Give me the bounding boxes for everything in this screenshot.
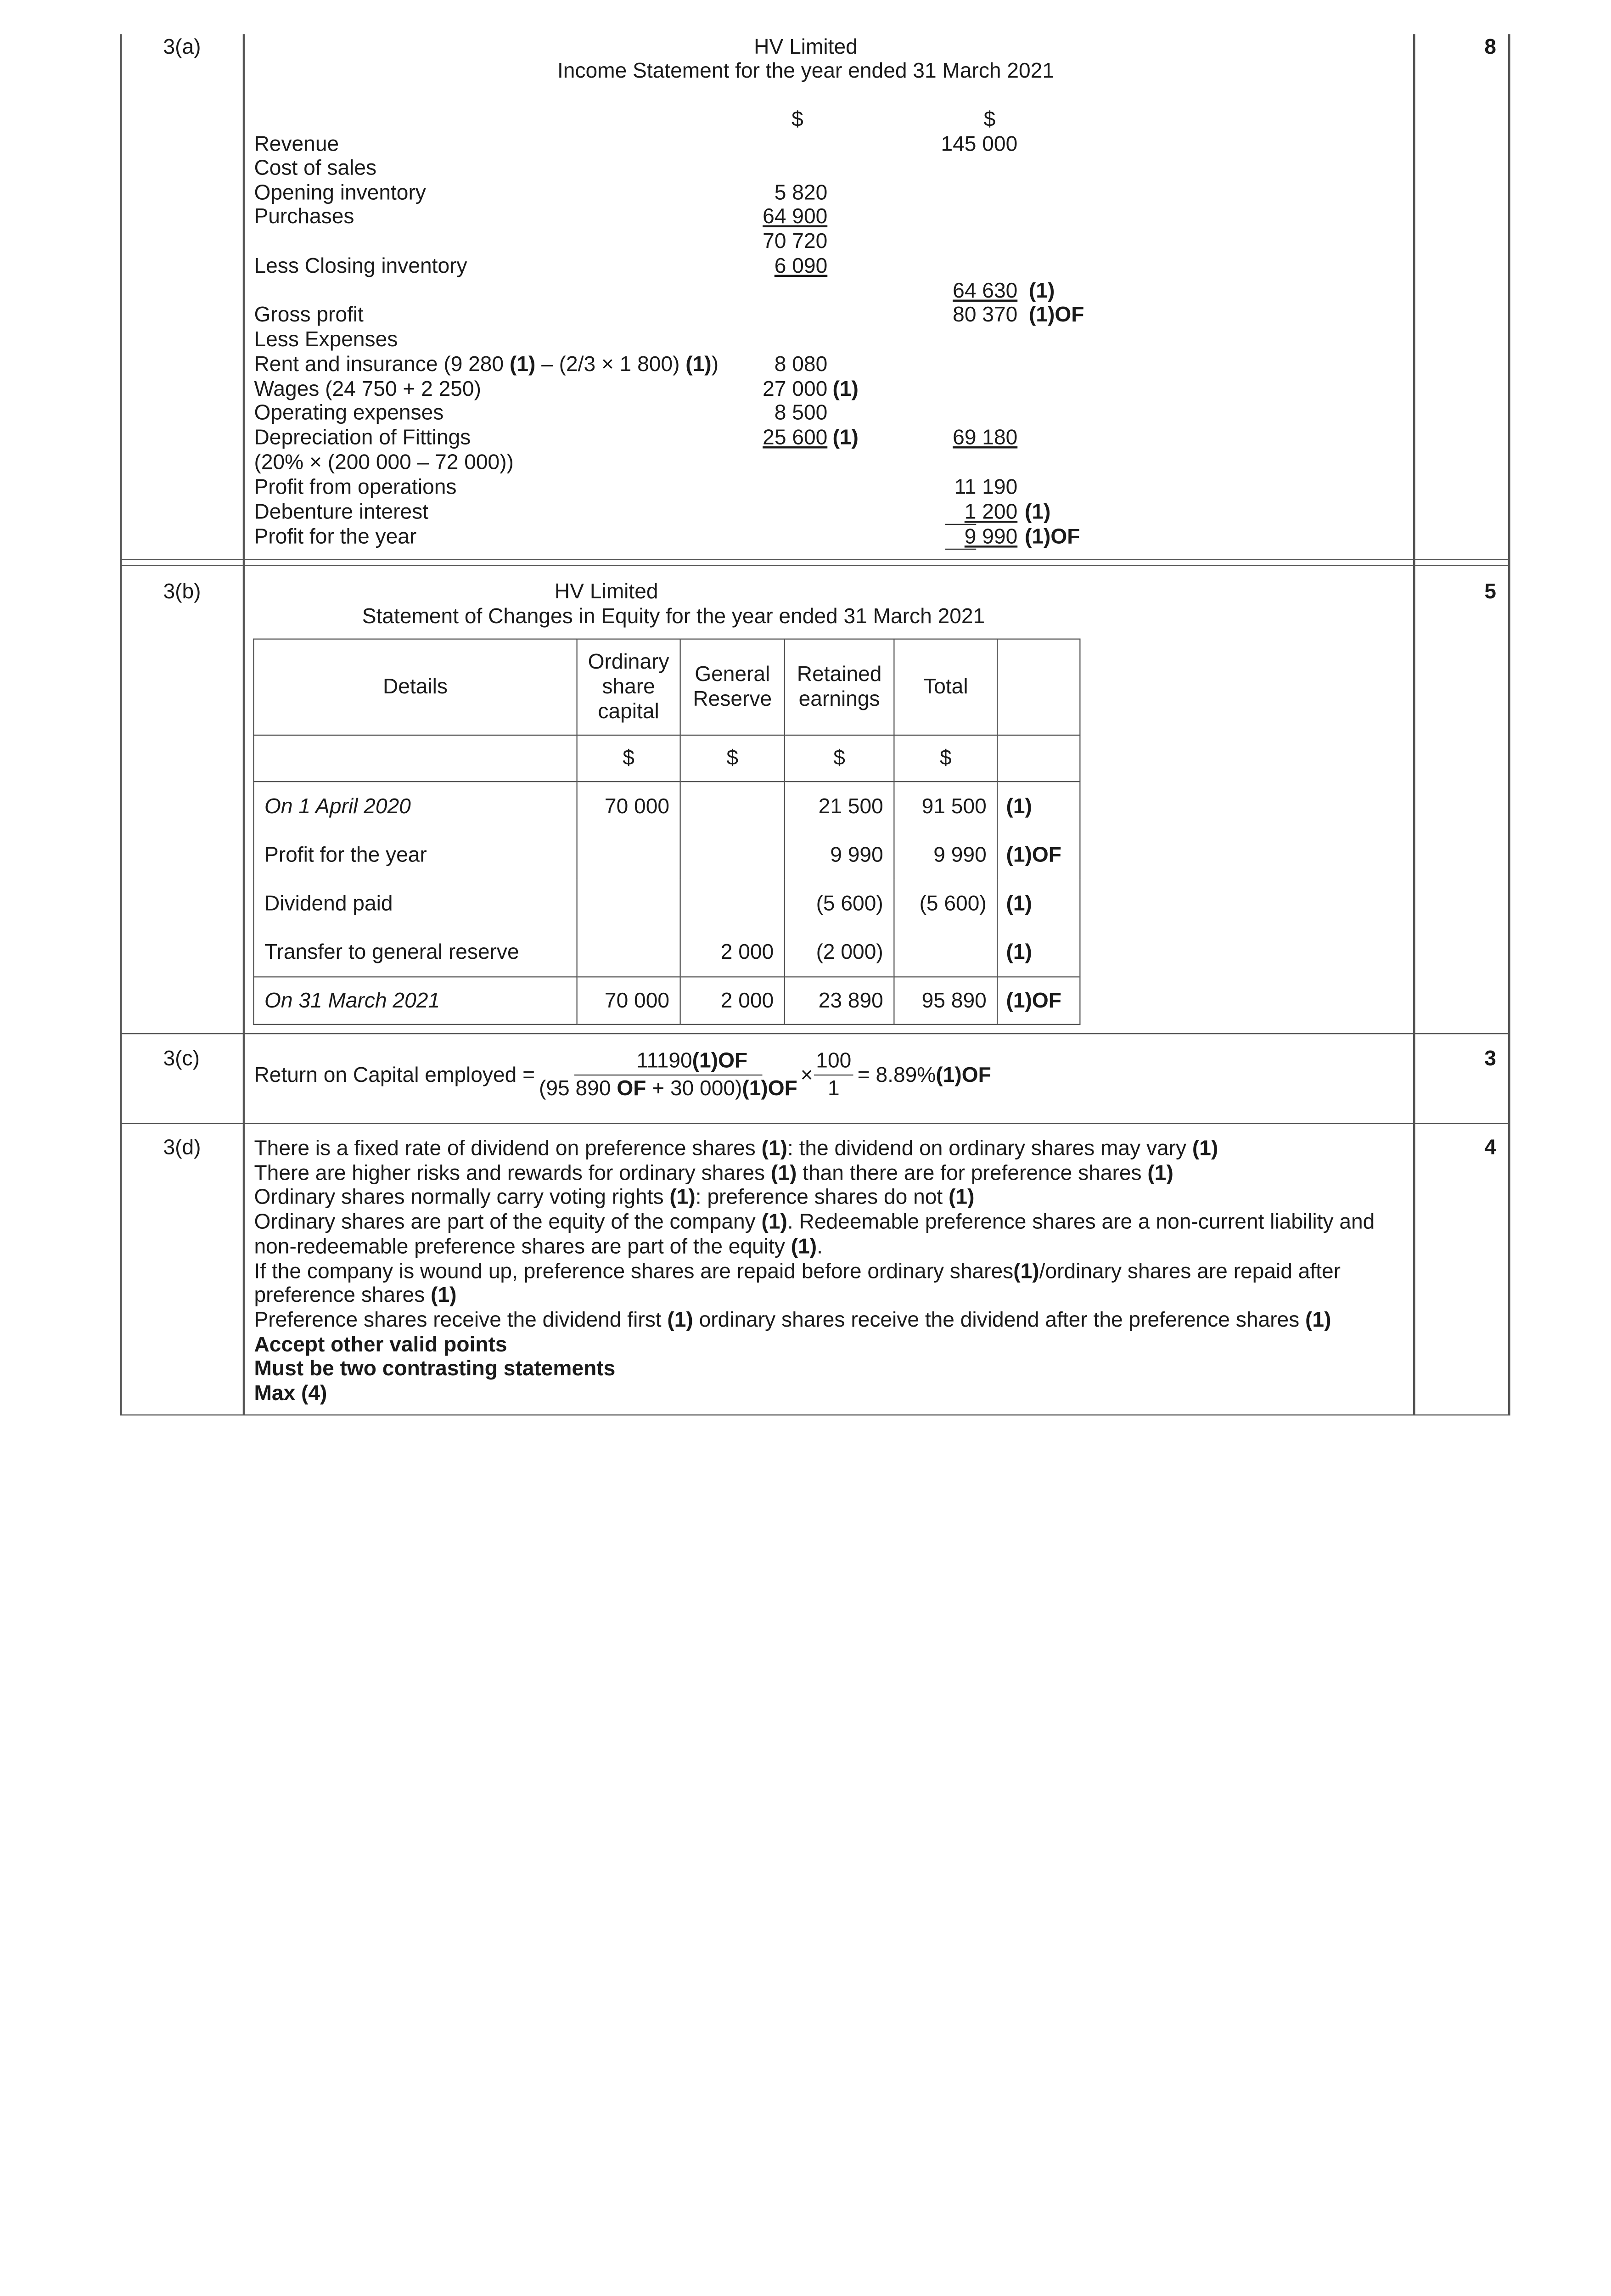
formula-fraction: [814, 1048, 853, 1103]
table-cell: 9 990: [785, 831, 894, 879]
answer-line: [254, 1137, 1401, 1161]
line-label: Debenture interest: [254, 500, 428, 524]
answer-line: [254, 1186, 1401, 1210]
table-cell: [680, 782, 785, 831]
bold-run: (1): [669, 1185, 696, 1210]
table-cell: 2 000: [680, 977, 785, 1024]
mark-awarded: (1): [685, 352, 712, 376]
answer-line: [254, 1381, 1401, 1406]
underline: [945, 549, 977, 550]
equity-table: [253, 639, 1079, 1023]
row-details: Dividend paid: [253, 879, 577, 928]
amount-value: 25 600: [763, 426, 828, 450]
table-cell: [680, 879, 785, 928]
table-cell: 70 000: [577, 977, 680, 1024]
mark-awarded: (1): [832, 377, 859, 401]
answer-line: [254, 1259, 1401, 1283]
answer-line: [254, 1210, 1401, 1234]
mark-awarded: (1)OF: [1025, 525, 1080, 549]
table-cell: [253, 735, 577, 782]
amount: 8 500: [774, 401, 828, 425]
grid-line: [1413, 34, 1415, 1415]
text-run: There is a fixed rate of dividend on preference shares: [254, 1137, 762, 1160]
header-row: [253, 639, 1080, 735]
column-header-marks: [997, 639, 1080, 735]
row-details: On 1 April 2020: [253, 782, 577, 831]
text-run: .: [817, 1234, 823, 1259]
mark-of: OF: [768, 1076, 797, 1101]
column-header-general: [680, 639, 785, 735]
header-line: Reserve: [693, 687, 772, 711]
column-header-ordinary: [577, 639, 680, 735]
header-line: earnings: [798, 687, 880, 711]
mark-awarded: (1): [997, 879, 1080, 928]
mark-awarded: (1)OF: [1029, 303, 1084, 326]
mark-awarded: (1): [997, 928, 1080, 977]
underline: [945, 524, 977, 525]
line-label: Gross profit: [254, 303, 364, 326]
row-details: Profit for the year: [253, 831, 577, 879]
result-value: = 8.89%: [857, 1063, 936, 1086]
row-details: Transfer to general reserve: [253, 928, 577, 977]
table-row: [253, 782, 1080, 831]
header-line: share: [602, 675, 655, 698]
line-label: Wages (24 750 + 2 250): [254, 377, 481, 401]
grid-line: [243, 34, 244, 1415]
text-run: : the dividend on ordinary shares may vary: [787, 1137, 1192, 1160]
answer-line: [254, 1161, 1401, 1185]
grid-line: [1508, 34, 1510, 1415]
amount: 70 720: [763, 229, 828, 253]
header-line: General: [695, 662, 770, 686]
amount: [714, 426, 828, 450]
line-label: Revenue: [254, 132, 339, 156]
formula-term: (95 890: [539, 1076, 617, 1101]
times-sign: ×: [800, 1063, 813, 1086]
header-line: Ordinary: [588, 650, 669, 674]
amount-value: 69 180: [953, 426, 1018, 450]
answer-line: [254, 1333, 1401, 1357]
answer-line: [254, 1283, 1401, 1308]
text-run: . Redeemable preference shares are a non-current liability and: [787, 1210, 1375, 1234]
column-header-total: Total: [894, 639, 997, 735]
line-label: Profit for the year: [254, 525, 417, 549]
grid-line: [120, 1414, 1510, 1416]
mark-awarded: (1): [832, 426, 859, 450]
table-cell: [577, 831, 680, 879]
question-label: 3(a): [163, 35, 201, 59]
amount-value: 64 900: [763, 204, 828, 229]
grid-line: [120, 34, 121, 1415]
bold-run: (1): [1147, 1161, 1173, 1185]
amount: 145 000: [941, 132, 1018, 156]
text-run: /ordinary shares are repaid after: [1039, 1259, 1341, 1283]
answer-line: [254, 1234, 1401, 1259]
table-cell: 2 000: [680, 928, 785, 977]
currency-heading: $: [791, 107, 803, 131]
table-cell: $: [680, 735, 785, 782]
text-run: – (2/3 × 1 800): [535, 352, 686, 376]
line-label: Opening inventory: [254, 180, 426, 205]
marks-total: 8: [1484, 35, 1496, 59]
mark-awarded: (1)OF: [997, 831, 1080, 879]
line-label: [254, 352, 719, 377]
amount: 27 000: [763, 377, 828, 401]
text-run: preference shares: [254, 1283, 431, 1307]
amount: 11 190: [954, 475, 1018, 499]
header-line: Retained: [797, 662, 882, 686]
mark-awarded: (1): [1029, 279, 1055, 303]
company-name: HV Limited: [554, 580, 658, 603]
table-cell: [680, 831, 785, 879]
fraction-numerator: 100: [814, 1048, 853, 1076]
company-name: HV Limited: [754, 35, 858, 59]
table-cell: (2 000): [785, 928, 894, 977]
table-row: [253, 831, 1080, 879]
line-label: Less Closing inventory: [254, 254, 467, 278]
bold-run: (1): [761, 1137, 787, 1160]
table-cell: 70 000: [577, 782, 680, 831]
grid-line: [120, 1123, 1510, 1125]
formula-term: + 30 000): [646, 1076, 742, 1101]
row-details: On 31 March 2021: [253, 977, 577, 1024]
table-cell: $: [894, 735, 997, 782]
mark-awarded: (1): [742, 1076, 768, 1101]
grid-line: [120, 1033, 1510, 1035]
mark-awarded: (1): [936, 1063, 962, 1086]
text-run: Ordinary shares normally carry voting rights: [254, 1185, 670, 1210]
mark-of: OF: [961, 1063, 991, 1086]
amount: 5 820: [774, 180, 828, 205]
fraction-denominator: 1: [827, 1076, 840, 1101]
formula-label: Return on Capital employed =: [254, 1063, 535, 1086]
statement-title: Income Statement for the year ended 31 March 2021: [557, 59, 1055, 83]
text-run: ordinary shares receive the dividend after the preference shares: [693, 1308, 1306, 1332]
table-row: [253, 879, 1080, 928]
grid-line: [120, 559, 1510, 560]
text-run: If the company is wound up, preference shares are repaid before ordinary shares: [254, 1259, 1014, 1283]
table-cell: 23 890: [785, 977, 894, 1024]
marks-total: 5: [1484, 580, 1496, 603]
amount-value: 9 990: [964, 525, 1018, 549]
bold-run: (1): [1013, 1259, 1039, 1283]
mark-of: OF: [617, 1076, 646, 1101]
currency-row: [253, 735, 1080, 782]
line-label: Purchases: [254, 204, 354, 229]
table-cell: 91 500: [894, 782, 997, 831]
amount-value: 6 090: [774, 254, 828, 278]
answer-line: [254, 1308, 1401, 1332]
text-run: Ordinary shares are part of the equity of the company: [254, 1210, 762, 1234]
text-run: : preference shares do not: [695, 1185, 949, 1210]
amount: [904, 500, 1018, 525]
amount: 80 370: [953, 303, 1018, 326]
formula-result: [858, 1063, 991, 1087]
bold-run: Max (4): [254, 1381, 327, 1406]
line-label: Depreciation of Fittings: [254, 426, 471, 450]
line-label: (20% × (200 000 – 72 000)): [254, 450, 514, 474]
table-cell: 21 500: [785, 782, 894, 831]
bold-run: Must be two contrasting statements: [254, 1356, 616, 1381]
amount: [714, 254, 828, 279]
mark-awarded: (1): [692, 1048, 718, 1073]
amount: [714, 205, 828, 230]
question-label: 3(c): [163, 1047, 200, 1070]
currency-heading: $: [983, 107, 996, 131]
answer-line: [254, 1357, 1401, 1381]
text-run: non-redeemable preference shares are part of the equity: [254, 1234, 791, 1259]
fraction-numerator: [574, 1048, 762, 1076]
bold-run: (1): [770, 1161, 797, 1185]
text-run: ): [711, 352, 719, 376]
mark-awarded: (1): [997, 782, 1080, 831]
line-label: Profit from operations: [254, 475, 457, 499]
formula-fraction: [537, 1048, 800, 1103]
bold-run: (1): [431, 1283, 457, 1307]
bold-run: Accept other valid points: [254, 1332, 507, 1356]
table-cell: [894, 928, 997, 977]
amount: [904, 525, 1018, 550]
bold-run: (1): [1305, 1308, 1331, 1332]
amount-value: 1 200: [964, 500, 1018, 524]
mark-awarded: (1): [1025, 500, 1051, 524]
bold-run: (1): [791, 1234, 817, 1259]
mark-awarded: (1): [509, 352, 536, 376]
closing-row: [253, 977, 1080, 1024]
table-cell: 95 890: [894, 977, 997, 1024]
answer-points: [254, 1137, 1401, 1406]
line-label: Cost of sales: [254, 156, 377, 180]
bold-run: (1): [761, 1210, 787, 1234]
bold-run: (1): [949, 1185, 975, 1210]
text-run: There are higher risks and rewards for ordinary shares: [254, 1161, 771, 1185]
table-cell: $: [577, 735, 680, 782]
text-run: Rent and insurance (9 280: [254, 352, 510, 376]
line-label: Operating expenses: [254, 401, 444, 425]
column-header-details: Details: [253, 639, 577, 735]
roce-formula: [254, 1048, 991, 1103]
table-cell: [577, 879, 680, 928]
amount: [904, 426, 1018, 450]
amount: 8 080: [774, 352, 828, 376]
mark-awarded: (1)OF: [997, 977, 1080, 1024]
grid-line: [120, 565, 1510, 567]
formula-term: 11190: [636, 1048, 692, 1073]
marks-total: 3: [1484, 1047, 1496, 1070]
table-row: [253, 928, 1080, 977]
column-header-retained: [785, 639, 894, 735]
table-cell: (5 600): [894, 879, 997, 928]
table-cell: (5 600): [785, 879, 894, 928]
table-cell: [997, 735, 1080, 782]
fraction-denominator: [537, 1075, 800, 1103]
amount-value: 64 630: [953, 279, 1018, 303]
bold-run: (1): [1192, 1137, 1218, 1160]
table-cell: [577, 928, 680, 977]
header-line: capital: [598, 699, 659, 723]
marks-total: 4: [1484, 1135, 1496, 1159]
line-label: Less Expenses: [254, 327, 398, 351]
amount: [904, 279, 1018, 304]
table-cell: 9 990: [894, 831, 997, 879]
statement-title: Statement of Changes in Equity for the year ended 31 March 2021: [362, 604, 985, 628]
question-label: 3(b): [163, 580, 201, 603]
table-cell: $: [785, 735, 894, 782]
text-run: Preference shares receive the dividend first: [254, 1308, 668, 1332]
mark-of: OF: [718, 1048, 748, 1073]
text-run: than there are for preference shares: [797, 1161, 1148, 1185]
question-label: 3(d): [163, 1135, 201, 1159]
bold-run: (1): [667, 1308, 693, 1332]
